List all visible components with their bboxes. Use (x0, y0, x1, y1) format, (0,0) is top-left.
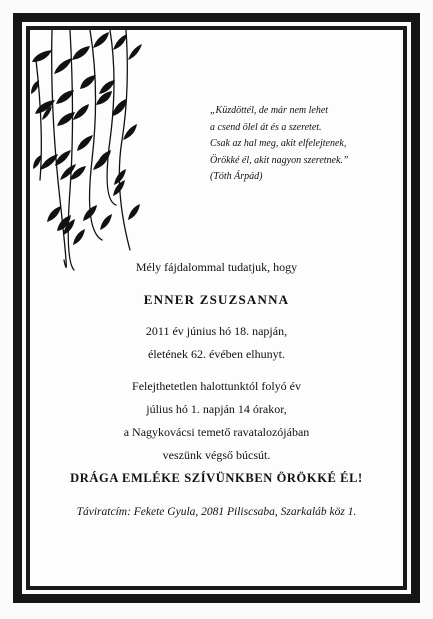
poem-line: Csak az hal meg, akit elfelejtenek, (210, 138, 347, 150)
memorial-motto: DRÁGA EMLÉKE SZÍVÜNKBEN ÖRÖKKÉ ÉL! (70, 471, 363, 485)
funeral-line: Felejthetetlen halottunktól folyó év (132, 379, 301, 393)
obituary-card (30, 30, 403, 586)
funeral-line: a Nagykovácsi temető ravatalozójában (123, 425, 310, 439)
poem-line: a csend ölel át és a szeretet. (210, 121, 322, 133)
telegram-address: Táviratcím: Fekete Gyula, 2081 Piliscsaba, Szarkaláb köz 1. (76, 506, 357, 518)
funeral-line: július hó 1. napján 14 órakor, (146, 402, 287, 416)
deceased-name: ENNER ZSUZSANNA (143, 292, 290, 307)
funeral-line: veszünk végső búcsút. (162, 448, 271, 462)
death-age-line: életének 62. évében elhunyt. (148, 347, 285, 361)
intro-text: Mély fájdalommal tudatjuk, hogy (135, 260, 298, 274)
poem-quote (210, 103, 395, 186)
poem-author: (Tóth Árpád) (210, 171, 263, 183)
poem-line: „Küzdöttél, de már nem lehet (210, 105, 329, 116)
death-date-line: 2011 év június hó 18. napján, (145, 324, 288, 338)
poem-line: Örökké él, akit nagyon szeretnek.” (210, 154, 349, 166)
willow-branch-illustration (30, 30, 150, 275)
